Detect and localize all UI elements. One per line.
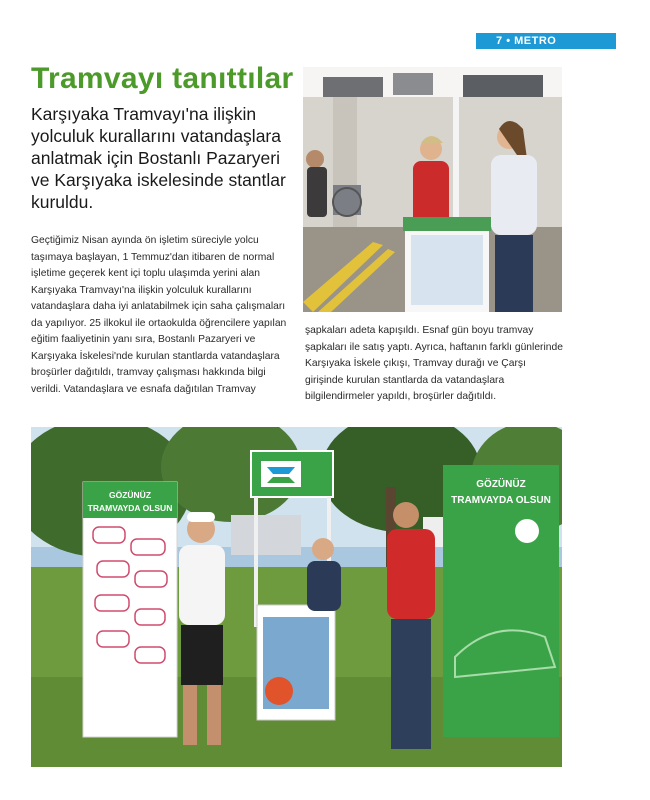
section-header	[476, 33, 616, 49]
photo-outdoor-stand	[31, 427, 562, 767]
header-bullet: •	[506, 35, 511, 47]
photo-info-stand	[303, 67, 562, 312]
article-lead: Karşıyaka Tramvayı'na ilişkin yolculuk kurallarını vatandaşlara anlatmak için Bostanlı Pazaryeri ve Karşıyaka iskelesinde stantlar kuruldu.	[31, 104, 286, 212]
left-banner-text-line2: TRAMVAYDA OLSUN	[87, 503, 173, 513]
page-number: 7	[496, 35, 503, 47]
right-banner-text-line1: GÖZÜNÜZ	[476, 479, 526, 490]
article-title: Tramvayı tanıttılar	[31, 62, 294, 95]
article-body-column-1: Geçtiğimiz Nisan ayında ön işletim süreciyle yolcu taşımaya başlayan, 1 Temmuz'dan itibaren de normal işletime geçerek kent içi toplu ulaşımda yerini alan Karşıyaka Tramvayı'na ilişkin yolculuk kurallarını vatandaşlara daha iyi anlatabilmek için saha çalışmaları da yapılıyor. 25 ilkokul ile ortaokulda öğrencilere yapılan eğitim faaliyetinin yanı sıra, Bostanlı Pazaryeri ve Karşıyaka İskelesi'nde kurulan stantlarda vatandaşlara broşürler dağıtıldı, tramvay çalışması hakkında bilgi verildi. Vatandaşlara ve esnafa dağıtılan Tramvay	[31, 235, 287, 395]
right-banner-text-line2: TRAMVAYDA OLSUN	[451, 495, 551, 506]
left-banner-text-line1: GÖZÜNÜZ	[108, 490, 152, 500]
article-body-column-2: şapkaları adeta kapışıldı. Esnaf gün boyu tramvay şapkaları ile satış yaptı. Ayrıca, haftanın farklı günlerinde Karşıyaka İskele çıkışı, Tramvay durağı ve Çarşı girişinde kurulan stantlarda da vatandaşlara bilgilendirmeler yapıldı, broşürler dağıtıldı.	[305, 325, 563, 402]
section-name: METRO	[514, 35, 557, 47]
